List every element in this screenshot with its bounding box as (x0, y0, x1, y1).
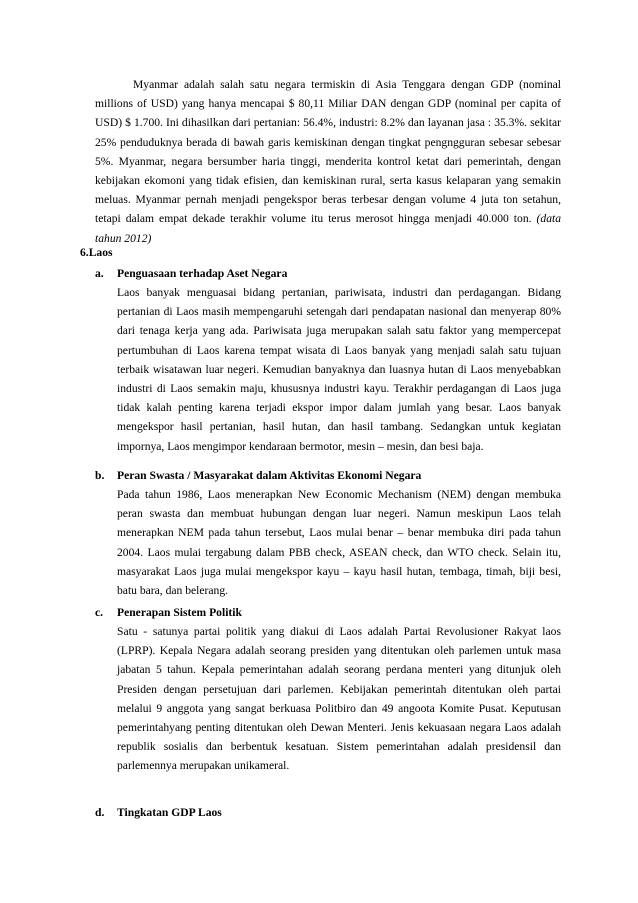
intro-note: (data tahun 2012) (95, 212, 562, 245)
subsection-b-body: Pada tahun 1986, Laos menerapkan New Economic Mechanism (NEM) dengan membuka peran swasta dan membuat hubungan dengan luar negeri. Namun meskipun Laos telah menerapkan NEM pada tahun tersebut, Laos mulai benar – benar membuka diri pada tahun 2004. Laos mulai tergabung dalam PBB check, ASEAN check, dan WTO check. Selain itu, masyarakat Laos juga mulai mengekspor kayu – kayu hasil hutan, tembaga, timah, biji besi, batu bara, dan belerang. (117, 488, 561, 598)
subsection-b-title: Peran Swasta / Masyarakat dalam Aktivitas Ekonomi Negara (117, 469, 422, 482)
intro-text: Myanmar adalah salah satu negara termiskin di Asia Tenggara dengan GDP (nominal millions of USD) yang hanya mencapai $ 80,11 Miliar DAN dengan GDP (nominal per capita of USD) $ 1.700. Ini dihasilkan dari pertanian: 56.4%, industri: 8.2% dan layanan jasa : 35.3%. sekitar 25% penduduknya berada di bawah garis kemiskinan dengan tingkat pengngguran sebesar sebesar 5%. Myanmar, negara bersumber haria tinggi, menderita kontrol ketat dari pemerintah, dengan kebijakan ekomoni yang tidak efisien, dan kemiskinan rural, serta kasus kelaparan yang semakin meluas. Myanmar pernah menjadi pengekspor beras terbesar dengan volume 4 juta ton setahun, tetapi dalam empat dekade terakhir volume itu terus merosot hingga menjadi 40.000 ton. (95, 78, 561, 226)
subsection-d-title: Tingkatan GDP Laos (117, 806, 222, 819)
subsection-c-heading (95, 603, 561, 622)
subsection-d-label: d. (95, 806, 105, 819)
subsection-b-heading (95, 466, 561, 485)
subsection-a-body: Laos banyak menguasai bidang pertanian, pariwisata, industri dan perdagangan. Bidang pertanian di Laos masih mempengaruhi setengah dari pendapatan nasional dan menyerap 80% dari tenaga kerja yang ada. Pariwisata juga merupakan salah satu faktor yang mempercepat pertumbuhan di Laos karena tempat wisata di Laos banyak yang menjadi salah satu tujuan terbaik wisatawan luar negeri. Kemudian banyaknya dan luasnya hutan di Laos menyebabkan industri di Laos semakin maju, khususnya industri kayu. Terakhir perdagangan di Laos juga tidak kalah penting karena terjadi ekspor impor dalam jumlah yang besar. Laos banyak mengekspor hasil pertanian, hasil hutan, dan hasil tambang. Sedangkan untuk kegiatan impornya, Laos mengimpor kendaraan bermotor, mesin – mesin, dan besi baja. (117, 286, 561, 453)
subsection-d-heading (95, 803, 561, 822)
subsection-c-title: Penerapan Sistem Politik (117, 606, 242, 619)
subsection-a-title: Penguasaan terhadap Aset Negara (117, 267, 288, 280)
section-title: 6.Laos (80, 246, 113, 259)
subsection-b-label: b. (95, 469, 105, 482)
subsection-a-heading (95, 264, 561, 283)
subsection-c-body: Satu - satunya partai politik yang diakui di Laos adalah Partai Revolusioner Rakyat laos (LPRP). Kepala Negara adalah seorang presiden yang ditentukan oleh parlemen untuk masa jabatan 5 tahun. Kepala pemerintahan adalah seorang perdana menteri yang ditunjuk oleh Presiden dengan persetujuan dari parlemen. Kebijakan pemerintah ditentukan oleh partai melalui 9 anggota yang sangat berkuasa Politbiro dan 49 angoota Komite Pusat. Keputusan pemerintahyang penting ditentukan oleh Dewan Menteri. Jenis kekuasaan negara Laos adalah republik sosialis dan berbentuk kesatuan. Sistem pemerintahan adalah presidensil dan parlemennya merupakan unikameral. (117, 625, 561, 773)
subsection-a-label: a. (95, 267, 104, 280)
intro-paragraph (95, 75, 561, 248)
subsection-c-label: c. (95, 606, 104, 619)
